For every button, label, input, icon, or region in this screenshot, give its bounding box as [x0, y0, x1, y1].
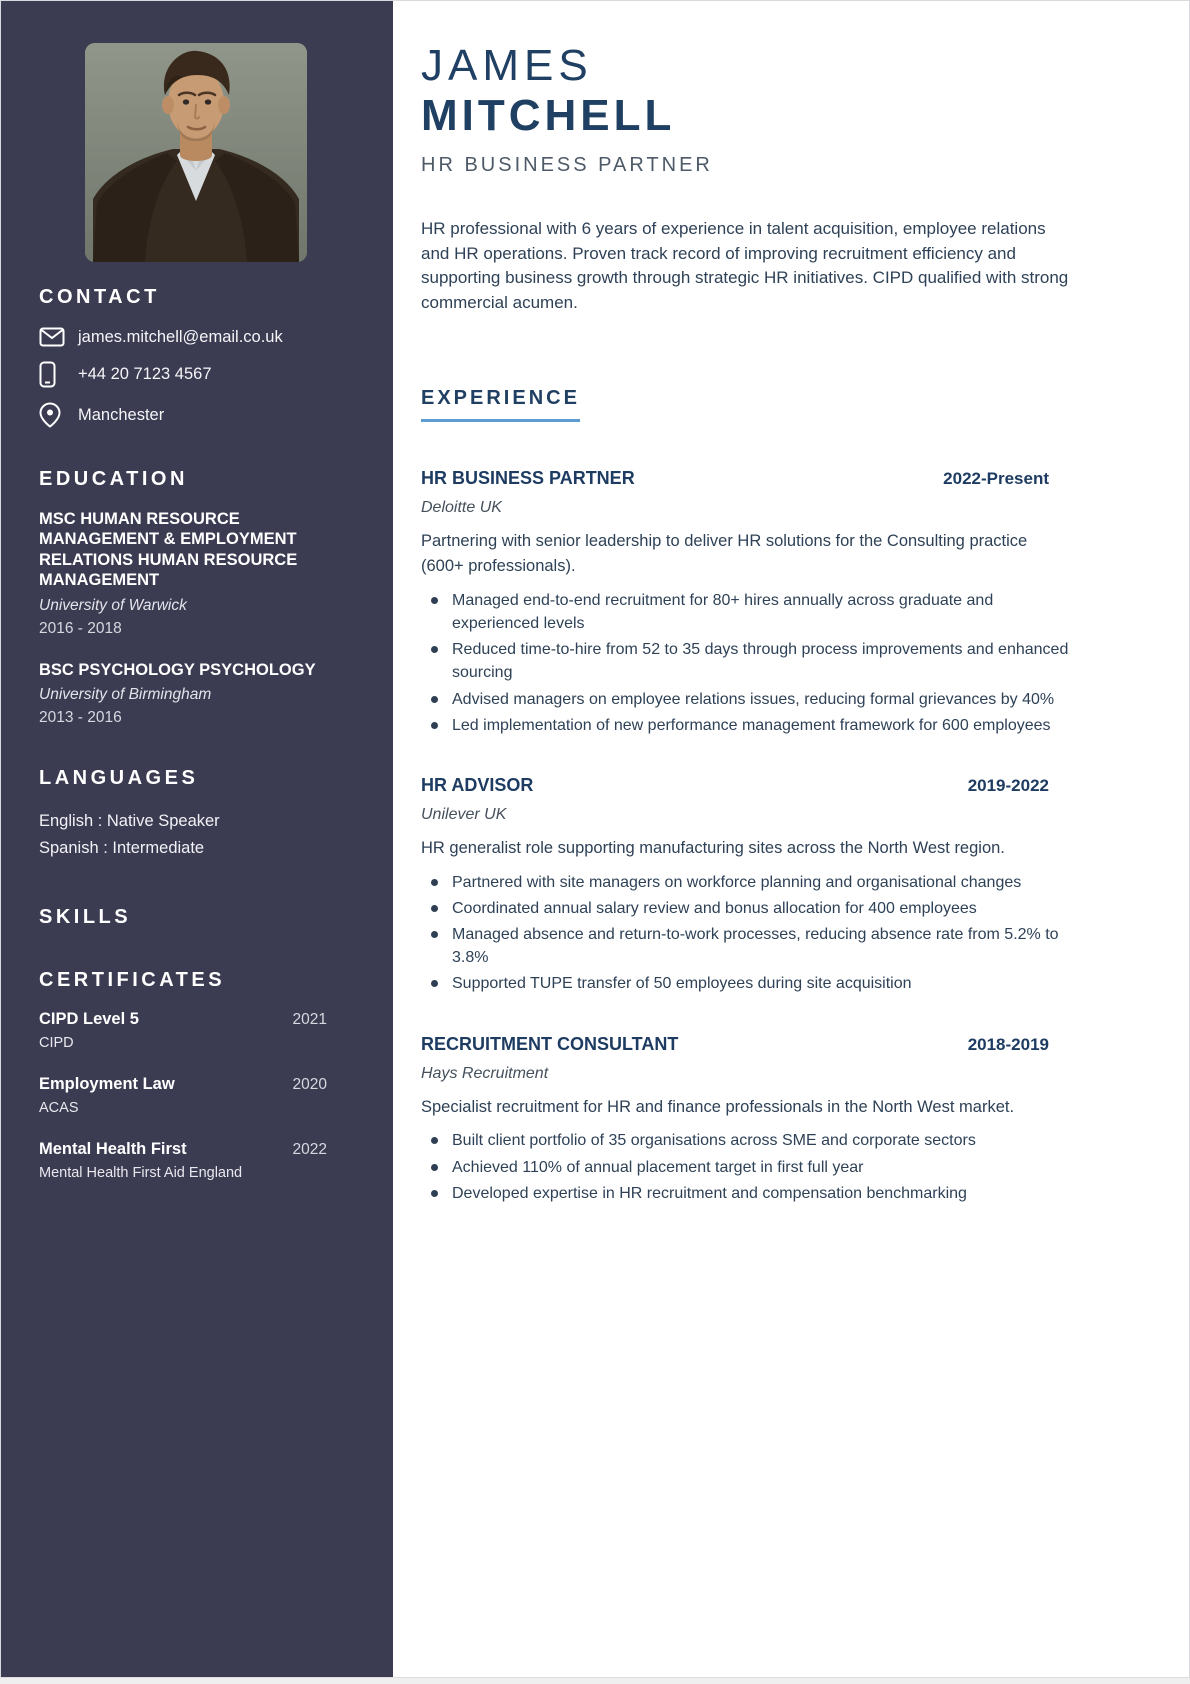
job-bullet: Advised managers on employee relations issues, reducing formal grievances by 40%: [421, 688, 1081, 711]
main-content: [393, 1, 1189, 1683]
contact-email-text: james.mitchell@email.co.uk: [78, 327, 283, 346]
sidebar: [1, 1, 393, 1677]
job-dates: 2022-Present: [943, 469, 1049, 489]
experience-job: [421, 775, 1081, 996]
certificate-issuer: ACAS: [39, 1099, 79, 1116]
job-bullet: Coordinated annual salary review and bonus allocation for 400 employees: [421, 897, 1081, 920]
contact-heading: CONTACT: [39, 286, 160, 308]
bullet-icon: [431, 696, 438, 703]
phone-icon: [39, 361, 67, 388]
skills-heading: SKILLS: [39, 905, 132, 928]
languages-section: [39, 767, 353, 861]
certificate-item: [39, 1140, 353, 1181]
profile-photo-illustration: [85, 43, 307, 262]
job-bullet: Built client portfolio of 35 organisations across SME and corporate sectors: [421, 1129, 1081, 1152]
job-bullet: Achieved 110% of annual placement target in first full year: [421, 1156, 1081, 1179]
certificate-issuer: Mental Health First Aid England: [39, 1164, 243, 1181]
certificate-year: 2021: [292, 1010, 327, 1028]
bullet-icon: [431, 646, 438, 653]
job-bullet: Managed end-to-end recruitment for 80+ hires annually across graduate and experienced levels: [421, 589, 1081, 635]
degree-dates: 2013 - 2016: [39, 709, 122, 727]
education-item: [39, 509, 353, 638]
bullet-icon: [431, 980, 438, 987]
bullet-icon: [431, 1137, 438, 1144]
page-bottom-edge: [0, 1677, 1190, 1684]
degree-title: MSC HUMAN RESOURCE MANAGEMENT & EMPLOYMENT RELATIONS HUMAN RESOURCE MANAGEMENT: [39, 510, 298, 590]
certificate-item: [39, 1075, 353, 1116]
job-bullet: Managed absence and return-to-work processes, reducing absence rate from 5.2% to 3.8%: [421, 923, 1081, 969]
last-name: MITCHELL: [421, 91, 676, 141]
job-description: Partnering with senior leadership to deliver HR solutions for the Consulting practice (600+ professionals).: [421, 532, 1028, 576]
bullet-icon: [431, 597, 438, 604]
language-item: Spanish : Intermediate: [39, 838, 205, 857]
bullet-icon: [431, 722, 438, 729]
skills-section: [39, 906, 353, 929]
certificate-year: 2020: [292, 1075, 327, 1093]
job-title: RECRUITMENT CONSULTANT: [421, 1033, 679, 1054]
bullet-icon: [431, 931, 438, 938]
job-dates: 2018-2019: [967, 1034, 1049, 1054]
contact-item-phone: [39, 361, 353, 388]
degree-school: University of Warwick: [39, 596, 187, 614]
job-title: HR ADVISOR: [421, 774, 534, 795]
contact-phone-text: +44 20 7123 4567: [78, 365, 212, 383]
certificates-heading: CERTIFICATES: [39, 968, 226, 991]
degree-title: BSC PSYCHOLOGY PSYCHOLOGY: [39, 660, 316, 679]
job-bullet: Led implementation of new performance management framework for 600 employees: [421, 714, 1081, 737]
language-item: English : Native Speaker: [39, 812, 220, 831]
education-section: [39, 468, 353, 727]
bullet-icon: [431, 1190, 438, 1197]
headline-job-title: HR BUSINESS PARTNER: [421, 154, 713, 177]
first-name: JAMES: [421, 41, 593, 90]
certificate-issuer: CIPD: [39, 1034, 74, 1051]
contact-section: [39, 286, 353, 428]
degree-school: University of Birmingham: [39, 686, 212, 704]
contact-item-location: [39, 402, 353, 428]
certificates-section: [39, 969, 353, 1181]
certificate-year: 2022: [292, 1140, 327, 1158]
job-bullet: Reduced time-to-hire from 52 to 35 days through process improvements and enhanced sourcing: [421, 638, 1081, 684]
certificate-item: [39, 1010, 353, 1051]
job-bullet: Partnered with site managers on workforce planning and organisational changes: [421, 871, 1081, 894]
certificate-name: CIPD Level 5: [39, 1009, 139, 1028]
job-description: Specialist recruitment for HR and finance professionals in the North West market.: [421, 1097, 1015, 1116]
job-bullet: Supported TUPE transfer of 50 employees during site acquisition: [421, 972, 1081, 995]
experience-heading: EXPERIENCE: [421, 387, 580, 422]
bullet-icon: [431, 905, 438, 912]
certificate-name: Mental Health First: [39, 1139, 187, 1158]
location-icon: [39, 402, 67, 428]
bullet-icon: [431, 1164, 438, 1171]
job-dates: 2019-2022: [967, 775, 1049, 795]
profile-summary: HR professional with 6 years of experience in talent acquisition, employee relations and HR operations. Proven track record of improving recruitment efficiency and supporting business growth through strategic HR initiatives. CIPD qualified with strong commercial acumen.: [421, 219, 1069, 313]
education-heading: EDUCATION: [39, 468, 188, 490]
job-bullet: Developed expertise in HR recruitment and compensation benchmarking: [421, 1182, 1081, 1205]
degree-dates: 2016 - 2018: [39, 619, 122, 637]
languages-heading: LANGUAGES: [39, 767, 199, 790]
bullet-icon: [431, 879, 438, 886]
certificate-name: Employment Law: [39, 1074, 175, 1093]
job-company: Deloitte UK: [421, 499, 502, 517]
contact-location-text: Manchester: [78, 405, 165, 424]
job-description: HR generalist role supporting manufacturing sites across the North West region.: [421, 838, 1005, 857]
email-icon: [39, 327, 67, 347]
profile-photo: [85, 43, 307, 262]
job-title: HR BUSINESS PARTNER: [421, 468, 635, 489]
contact-item-email: [39, 327, 353, 347]
education-item: [39, 660, 353, 727]
experience-job: [421, 468, 1081, 737]
job-company: Unilever UK: [421, 805, 507, 823]
job-company: Hays Recruitment: [421, 1064, 549, 1082]
experience-job: [421, 1034, 1081, 1205]
